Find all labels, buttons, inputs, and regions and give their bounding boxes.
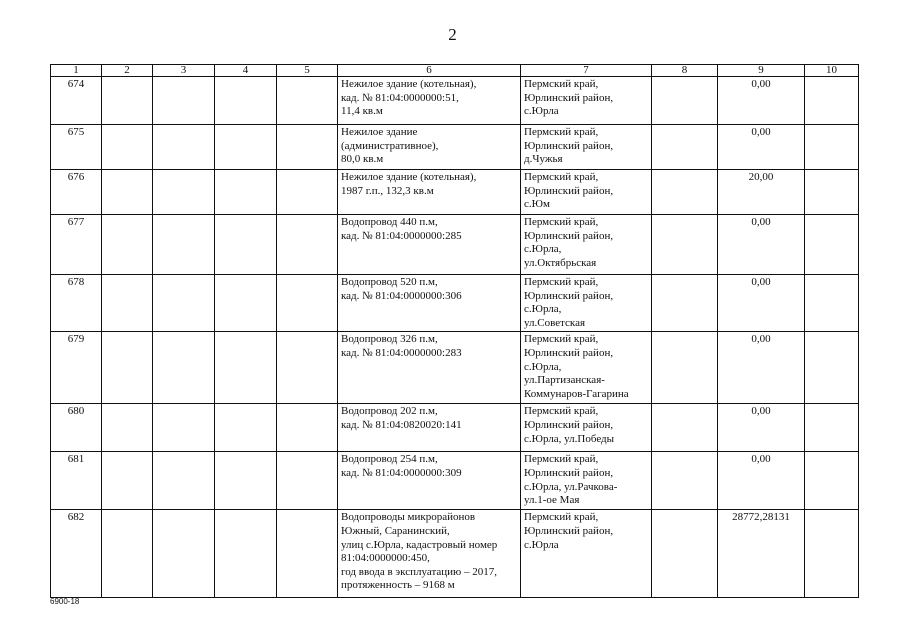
empty-cell-col-10 — [805, 404, 859, 452]
object-name-line: кад. № 81:04:0000000:306 — [341, 289, 462, 302]
empty-cell-col-4 — [215, 275, 277, 332]
empty-cell-col-3 — [153, 170, 215, 215]
row-number: 680 — [51, 404, 102, 452]
table-body — [51, 77, 859, 598]
empty-cell-col-3 — [153, 77, 215, 125]
address-cell — [521, 275, 652, 332]
address-line: с.Юрла, — [524, 303, 562, 316]
object-name-line: Водопровод 254 п.м, — [341, 453, 438, 466]
empty-cell-col-4 — [215, 125, 277, 170]
column-header-2: 2 — [102, 65, 153, 77]
address-line: Пермский край, — [524, 333, 599, 346]
empty-cell-col-3 — [153, 275, 215, 332]
empty-cell-col-8 — [652, 215, 718, 275]
address-cell — [521, 215, 652, 275]
object-name-line: год ввода в эксплуатацию – 2017, — [341, 565, 498, 578]
address-line: Пермский край, — [524, 511, 599, 524]
object-name-line: 81:04:0000000:450, — [341, 552, 430, 565]
object-name-line: Водопровод 202 п.м, — [341, 405, 438, 418]
address-cell — [521, 452, 652, 510]
address-line: с.Юрла, — [524, 360, 562, 373]
empty-cell-col-4 — [215, 77, 277, 125]
row-number: 677 — [51, 215, 102, 275]
object-name-line: Водопровод 440 п.м, — [341, 216, 438, 228]
empty-cell-col-2 — [102, 215, 153, 275]
address-line: с.Юрла, ул.Рачкова- — [524, 480, 618, 493]
object-name-cell — [338, 510, 521, 598]
address-line: Юрлинский район, — [524, 466, 614, 479]
empty-cell-col-8 — [652, 404, 718, 452]
table-row — [51, 452, 859, 510]
empty-cell-col-10 — [805, 215, 859, 275]
address-line: Пермский край, — [524, 126, 599, 138]
empty-cell-col-4 — [215, 404, 277, 452]
object-name-cell — [338, 215, 521, 275]
empty-cell-col-5 — [277, 77, 338, 125]
address-line: с.Юрла, ул.Победы — [524, 432, 615, 445]
address-cell — [521, 170, 652, 215]
page-number: 2 — [448, 25, 457, 44]
row-number: 679 — [51, 332, 102, 404]
table-row — [51, 215, 859, 275]
object-name-cell — [338, 452, 521, 510]
object-name-line: Водопровод 326 п.м, — [341, 333, 438, 346]
row-number: 674 — [51, 77, 102, 125]
object-name-line: Нежилое здание — [341, 126, 418, 138]
address-line: Юрлинский район, — [524, 346, 614, 359]
object-name-line: кад. № 81:04:0000000:285 — [341, 229, 462, 242]
table-row — [51, 170, 859, 215]
address-cell — [521, 125, 652, 170]
empty-cell-col-4 — [215, 452, 277, 510]
empty-cell-col-8 — [652, 125, 718, 170]
object-name-cell — [338, 125, 521, 170]
address-line: Юрлинский район, — [524, 139, 614, 152]
empty-cell-col-2 — [102, 404, 153, 452]
empty-cell-col-4 — [215, 215, 277, 275]
object-name-line: Нежилое здание (котельная), — [341, 78, 477, 90]
object-name-cell — [338, 170, 521, 215]
object-name-line: Водопровод 520 п.м, — [341, 276, 438, 288]
property-register-table — [50, 64, 859, 598]
empty-cell-col-3 — [153, 125, 215, 170]
empty-cell-col-2 — [102, 275, 153, 332]
column-header-3: 3 — [153, 65, 215, 77]
empty-cell-col-2 — [102, 125, 153, 170]
object-name-line: 11,4 кв.м — [341, 105, 383, 118]
address-line: ул.Октябрьская — [524, 256, 597, 269]
address-line: Пермский край, — [524, 453, 599, 466]
table-row — [51, 275, 859, 332]
object-name-line: протяженность – 9168 м — [341, 579, 455, 592]
value-cell: 0,00 — [718, 215, 805, 275]
table-row — [51, 125, 859, 170]
column-header-6: 6 — [338, 65, 521, 77]
empty-cell-col-3 — [153, 215, 215, 275]
empty-cell-col-5 — [277, 125, 338, 170]
empty-cell-col-4 — [215, 510, 277, 598]
object-name-line: Водопроводы микрорайонов — [341, 511, 476, 524]
empty-cell-col-5 — [277, 275, 338, 332]
address-cell — [521, 332, 652, 404]
object-name-line: улиц с.Юрла, кадастровый номер — [341, 538, 498, 551]
address-line: с.Юрла, — [524, 243, 562, 256]
object-name-line: кад. № 81:04:0820020:141 — [341, 418, 462, 431]
column-header-row — [51, 65, 859, 77]
table-row — [51, 77, 859, 125]
object-name-line: кад. № 81:04:0000000:283 — [341, 346, 462, 359]
column-header-4: 4 — [215, 65, 277, 77]
value-cell: 0,00 — [718, 332, 805, 404]
address-line: с.Юрла — [524, 538, 559, 551]
column-header-10: 10 — [805, 65, 859, 77]
empty-cell-col-10 — [805, 332, 859, 404]
empty-cell-col-5 — [277, 332, 338, 404]
value-cell: 0,00 — [718, 404, 805, 452]
empty-cell-col-10 — [805, 510, 859, 598]
address-line: Пермский край, — [524, 405, 599, 418]
object-name-line: 1987 г.п., 132,3 кв.м — [341, 184, 434, 197]
address-line: Юрлинский район, — [524, 184, 614, 197]
empty-cell-col-2 — [102, 332, 153, 404]
row-number: 678 — [51, 275, 102, 332]
row-number: 675 — [51, 125, 102, 170]
address-line: Коммунаров-Гагарина — [524, 387, 629, 400]
empty-cell-col-8 — [652, 332, 718, 404]
empty-cell-col-8 — [652, 275, 718, 332]
empty-cell-col-2 — [102, 170, 153, 215]
address-line: Юрлинский район, — [524, 524, 614, 537]
column-header-9: 9 — [718, 65, 805, 77]
object-name-line: (административное), — [341, 139, 439, 152]
empty-cell-col-10 — [805, 275, 859, 332]
address-line: ул.1-ое Мая — [524, 494, 580, 507]
empty-cell-col-3 — [153, 452, 215, 510]
empty-cell-col-8 — [652, 170, 718, 215]
empty-cell-col-10 — [805, 125, 859, 170]
object-name-cell — [338, 77, 521, 125]
empty-cell-col-8 — [652, 510, 718, 598]
address-line: ул.Советская — [524, 316, 586, 329]
value-cell: 20,00 — [718, 170, 805, 215]
object-name-line: Нежилое здание (котельная), — [341, 171, 477, 183]
address-line: с.Юм — [524, 198, 550, 211]
address-line: Пермский край, — [524, 216, 599, 228]
address-line: Юрлинский район, — [524, 418, 614, 431]
empty-cell-col-3 — [153, 510, 215, 598]
empty-cell-col-4 — [215, 170, 277, 215]
table-row — [51, 404, 859, 452]
address-cell — [521, 510, 652, 598]
empty-cell-col-8 — [652, 77, 718, 125]
empty-cell-col-5 — [277, 215, 338, 275]
value-cell: 0,00 — [718, 452, 805, 510]
address-line: д.Чужья — [524, 153, 563, 166]
empty-cell-col-2 — [102, 510, 153, 598]
object-name-cell — [338, 332, 521, 404]
empty-cell-col-5 — [277, 404, 338, 452]
table-row — [51, 510, 859, 598]
empty-cell-col-10 — [805, 452, 859, 510]
table-row — [51, 332, 859, 404]
empty-cell-col-8 — [652, 452, 718, 510]
empty-cell-col-5 — [277, 170, 338, 215]
object-name-line: кад. № 81:04:0000000:309 — [341, 466, 462, 479]
empty-cell-col-3 — [153, 404, 215, 452]
object-name-cell — [338, 404, 521, 452]
address-line: Пермский край, — [524, 78, 599, 90]
row-number: 682 — [51, 510, 102, 598]
value-cell: 0,00 — [718, 77, 805, 125]
address-line: Юрлинский район, — [524, 229, 614, 242]
address-line: ул.Партизанская- — [524, 374, 605, 387]
empty-cell-col-2 — [102, 77, 153, 125]
address-line: Пермский край, — [524, 276, 599, 288]
address-line: Юрлинский район, — [524, 91, 614, 104]
address-cell — [521, 404, 652, 452]
address-line: с.Юрла — [524, 105, 559, 118]
row-number: 681 — [51, 452, 102, 510]
empty-cell-col-10 — [805, 77, 859, 125]
value-cell: 28772,28131 — [718, 510, 805, 598]
empty-cell-col-10 — [805, 170, 859, 215]
address-line: Юрлинский район, — [524, 289, 614, 302]
column-header-8: 8 — [652, 65, 718, 77]
empty-cell-col-5 — [277, 510, 338, 598]
empty-cell-col-4 — [215, 332, 277, 404]
empty-cell-col-3 — [153, 332, 215, 404]
column-header-7: 7 — [521, 65, 652, 77]
document-code: 6900-18 — [50, 597, 80, 606]
object-name-line: 80,0 кв.м — [341, 153, 384, 166]
object-name-cell — [338, 275, 521, 332]
object-name-line: Южный, Саранинский, — [341, 524, 450, 537]
empty-cell-col-2 — [102, 452, 153, 510]
empty-cell-col-5 — [277, 452, 338, 510]
value-cell: 0,00 — [718, 125, 805, 170]
address-cell — [521, 77, 652, 125]
value-cell: 0,00 — [718, 275, 805, 332]
column-header-5: 5 — [277, 65, 338, 77]
row-number: 676 — [51, 170, 102, 215]
column-header-1: 1 — [51, 65, 102, 77]
address-line: Пермский край, — [524, 171, 599, 183]
object-name-line: кад. № 81:04:0000000:51, — [341, 91, 459, 104]
